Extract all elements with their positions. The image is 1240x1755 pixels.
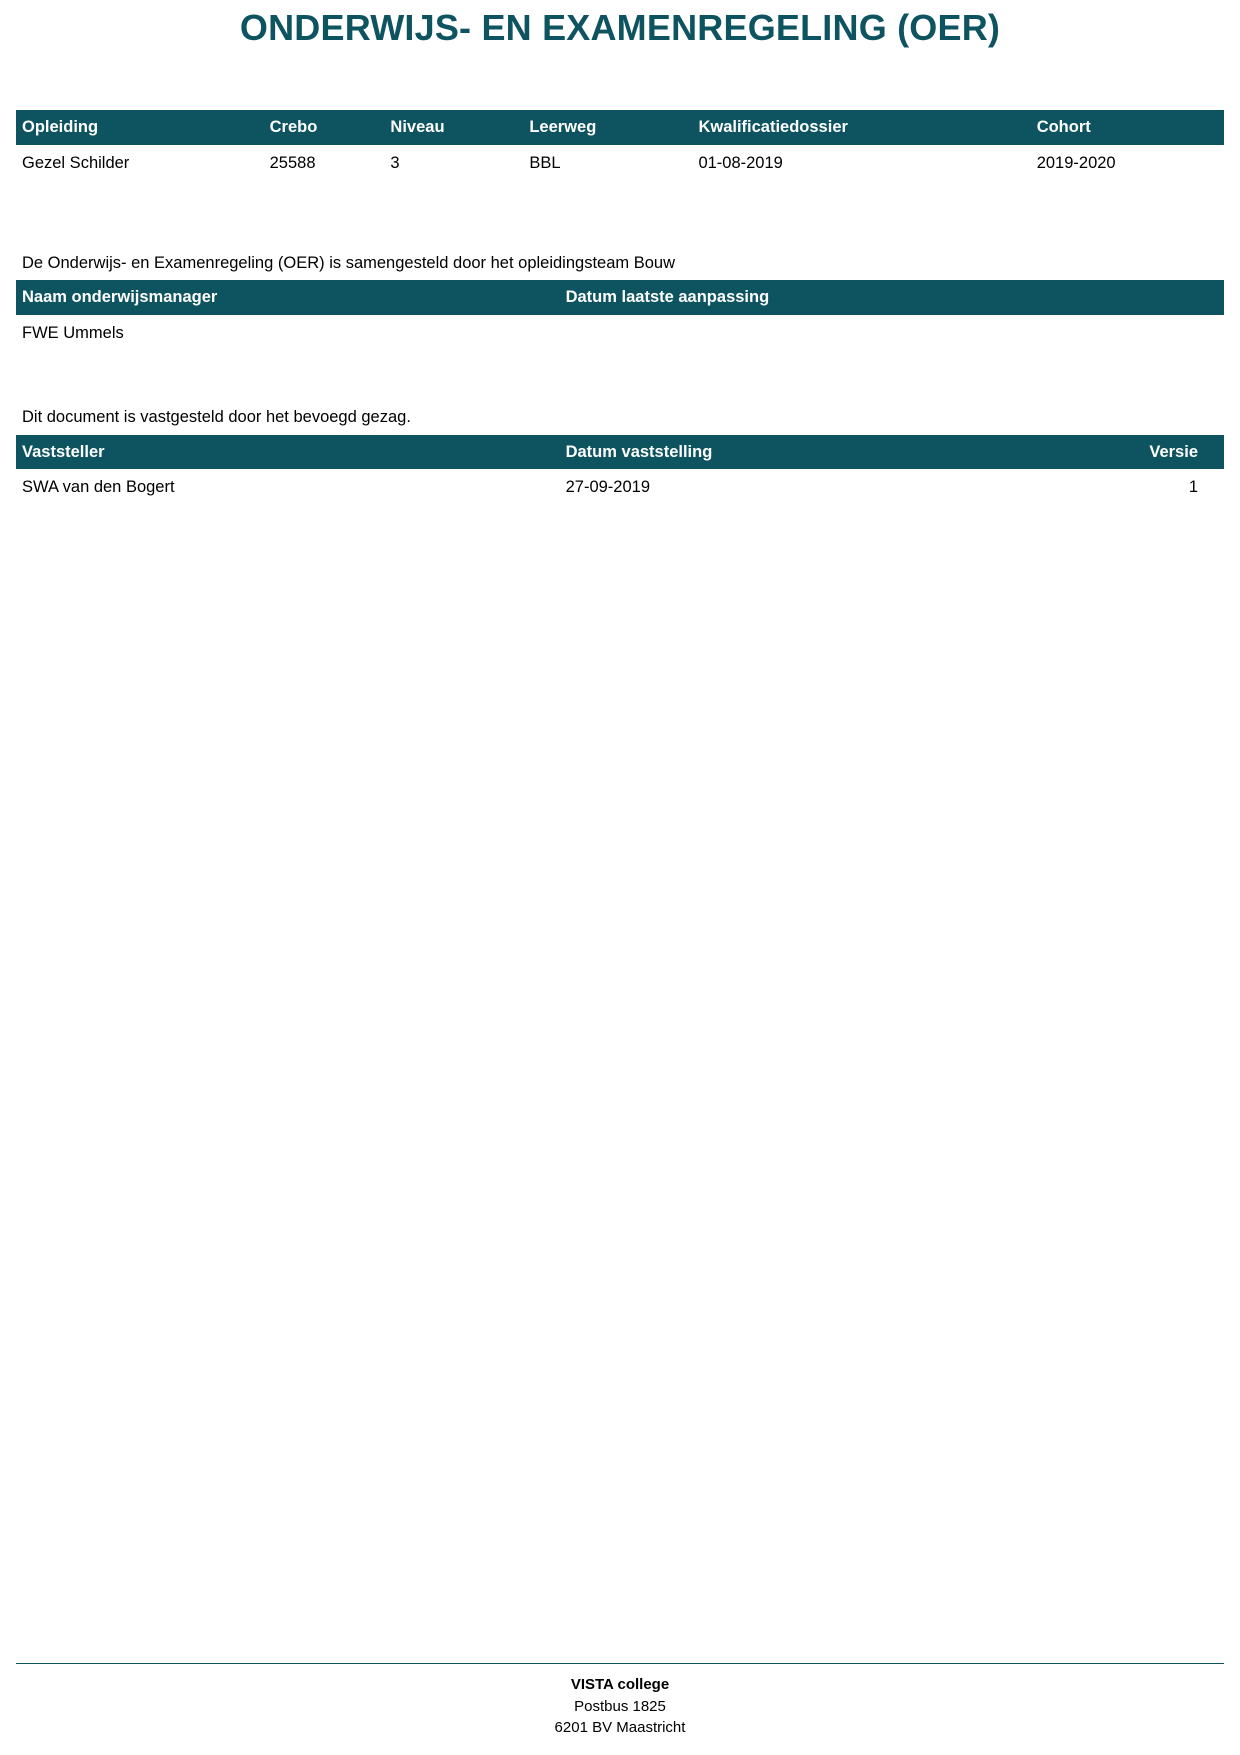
cell-kwalificatiedossier: 01-08-2019 xyxy=(698,153,783,172)
column-header-datum-vaststelling: Datum vaststelling xyxy=(560,435,1092,470)
approval-table xyxy=(16,435,1224,505)
education-manager-table xyxy=(16,280,1224,350)
column-header-kwalificatiedossier: Kwalificatiedossier xyxy=(692,110,1030,145)
column-header-cohort: Cohort xyxy=(1031,110,1224,145)
column-header-naam-onderwijsmanager: Naam onderwijsmanager xyxy=(16,280,560,315)
column-header-niveau: Niveau xyxy=(384,110,523,145)
page-footer xyxy=(16,1663,1224,1739)
footer-address-line-1: Postbus 1825 xyxy=(574,1697,666,1715)
cell-opleiding: Gezel Schilder xyxy=(22,153,130,172)
column-header-vaststeller: Vaststeller xyxy=(16,435,560,470)
column-header-versie: Versie xyxy=(1091,435,1224,470)
table-row xyxy=(16,469,1224,504)
column-header-leerweg: Leerweg xyxy=(523,110,692,145)
table-header-row xyxy=(16,110,1224,145)
table-row xyxy=(16,145,1224,180)
column-header-datum-laatste-aanpassing: Datum laatste aanpassing xyxy=(560,280,1224,315)
approval-intro-text: Dit document is vastgesteld door het bevoegd gezag. xyxy=(22,408,411,427)
column-header-crebo: Crebo xyxy=(264,110,385,145)
cell-datum-vaststelling: 27-09-2019 xyxy=(565,478,650,497)
cell-crebo: 25588 xyxy=(269,153,316,172)
footer-organisation: VISTA college xyxy=(570,1675,670,1693)
team-intro-text: De Onderwijs- en Examenregeling (OER) is samengesteld door het opleidingsteam Bouw xyxy=(22,254,675,273)
program-details-table xyxy=(16,110,1224,180)
cell-datum-laatste-aanpassing xyxy=(560,315,1224,350)
section-gap-two xyxy=(16,350,1224,406)
title-spacer xyxy=(16,50,1224,110)
column-header-opleiding: Opleiding xyxy=(16,110,264,145)
page-title: ONDERWIJS- EN EXAMENREGELING (OER) xyxy=(239,7,1001,48)
cell-leerweg: BBL xyxy=(529,153,561,172)
cell-vaststeller: SWA van den Bogert xyxy=(22,478,175,497)
table-row xyxy=(16,315,1224,350)
cell-cohort: 2019-2020 xyxy=(1036,153,1116,172)
cell-niveau: 3 xyxy=(390,153,400,172)
table-header-row xyxy=(16,435,1224,470)
footer-address-line-2: 6201 BV Maastricht xyxy=(554,1719,686,1737)
table-header-row xyxy=(16,280,1224,315)
cell-versie: 1 xyxy=(1188,478,1198,497)
section-gap-one xyxy=(16,180,1224,252)
cell-naam-onderwijsmanager: FWE Ummels xyxy=(22,323,124,342)
